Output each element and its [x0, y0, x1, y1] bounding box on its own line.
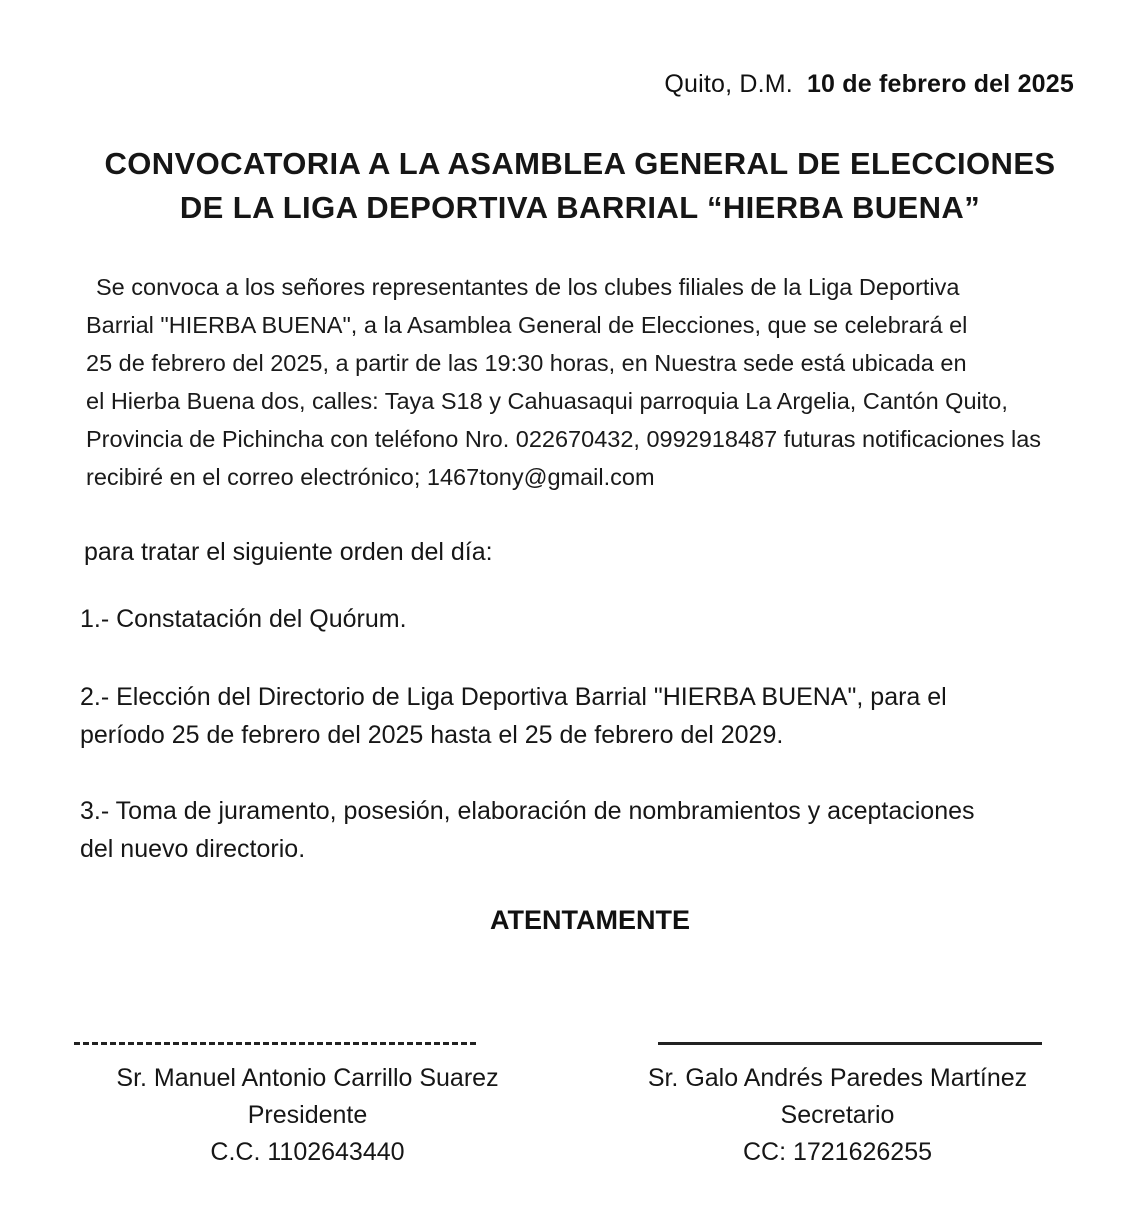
agenda-item-line: 1.- Constatación del Quórum. [80, 605, 407, 633]
date: 10 de febrero del 2025 [806, 70, 1074, 98]
date-line [664, 70, 1074, 99]
document-title [60, 142, 1100, 230]
closing-salutation: ATENTAMENTE [490, 905, 690, 935]
place: Quito, D.M. [664, 70, 793, 98]
signer-name: Sr. Galo Andrés Paredes Martínez [647, 1064, 1028, 1092]
intro-line: Provincia de Pichincha con teléfono Nro. 022670432, 0992918487 futuras notificaciones las [86, 426, 1042, 452]
signer-name: Sr. Manuel Antonio Carrillo Suarez [116, 1064, 499, 1092]
agenda-item-line: 3.- Toma de juramento, posesión, elaboración de nombramientos y aceptaciones [80, 797, 975, 825]
agenda-intro: para tratar el siguiente orden del día: [84, 538, 493, 566]
intro-line: Se convoca a los señores representantes de los clubes filiales de la Liga Deportiva [96, 274, 960, 300]
intro-line: recibiré en el correo electrónico; 1467tony@gmail.com [86, 464, 655, 490]
agenda-item-line: período 25 de febrero del 2025 hasta el 25 de febrero del 2029. [80, 721, 784, 749]
signature-block-secretary [620, 1060, 1055, 1171]
intro-line: Barrial "HIERBA BUENA", a la Asamblea General de Elecciones, que se celebrará el [86, 312, 968, 338]
signer-role: Presidente [247, 1101, 368, 1129]
agenda-item-3 [80, 792, 1080, 868]
signer-role: Secretario [780, 1101, 895, 1129]
agenda-item-line: del nuevo directorio. [80, 835, 306, 863]
signature-line-president [74, 1042, 476, 1045]
intro-paragraph [86, 268, 1086, 496]
signature-block-president [80, 1060, 535, 1171]
signature-line-secretary [658, 1042, 1042, 1045]
title-line-1: CONVOCATORIA A LA ASAMBLEA GENERAL DE ELECCIONES [104, 146, 1056, 181]
signer-id: CC: 1721626255 [742, 1138, 933, 1166]
signer-id: C.C. 1102643440 [210, 1138, 405, 1166]
title-line-2: DE LA LIGA DEPORTIVA BARRIAL “HIERBA BUENA” [179, 190, 981, 225]
agenda-item-1 [80, 600, 1080, 638]
agenda-item-line: 2.- Elección del Directorio de Liga Deportiva Barrial "HIERBA BUENA", para el [80, 683, 947, 711]
intro-line: el Hierba Buena dos, calles: Taya S18 y Cahuasaqui parroquia La Argelia, Cantón Quito, [86, 388, 1008, 414]
intro-line: 25 de febrero del 2025, a partir de las 19:30 horas, en Nuestra sede está ubicada en [86, 350, 967, 376]
agenda-item-2 [80, 678, 1080, 754]
